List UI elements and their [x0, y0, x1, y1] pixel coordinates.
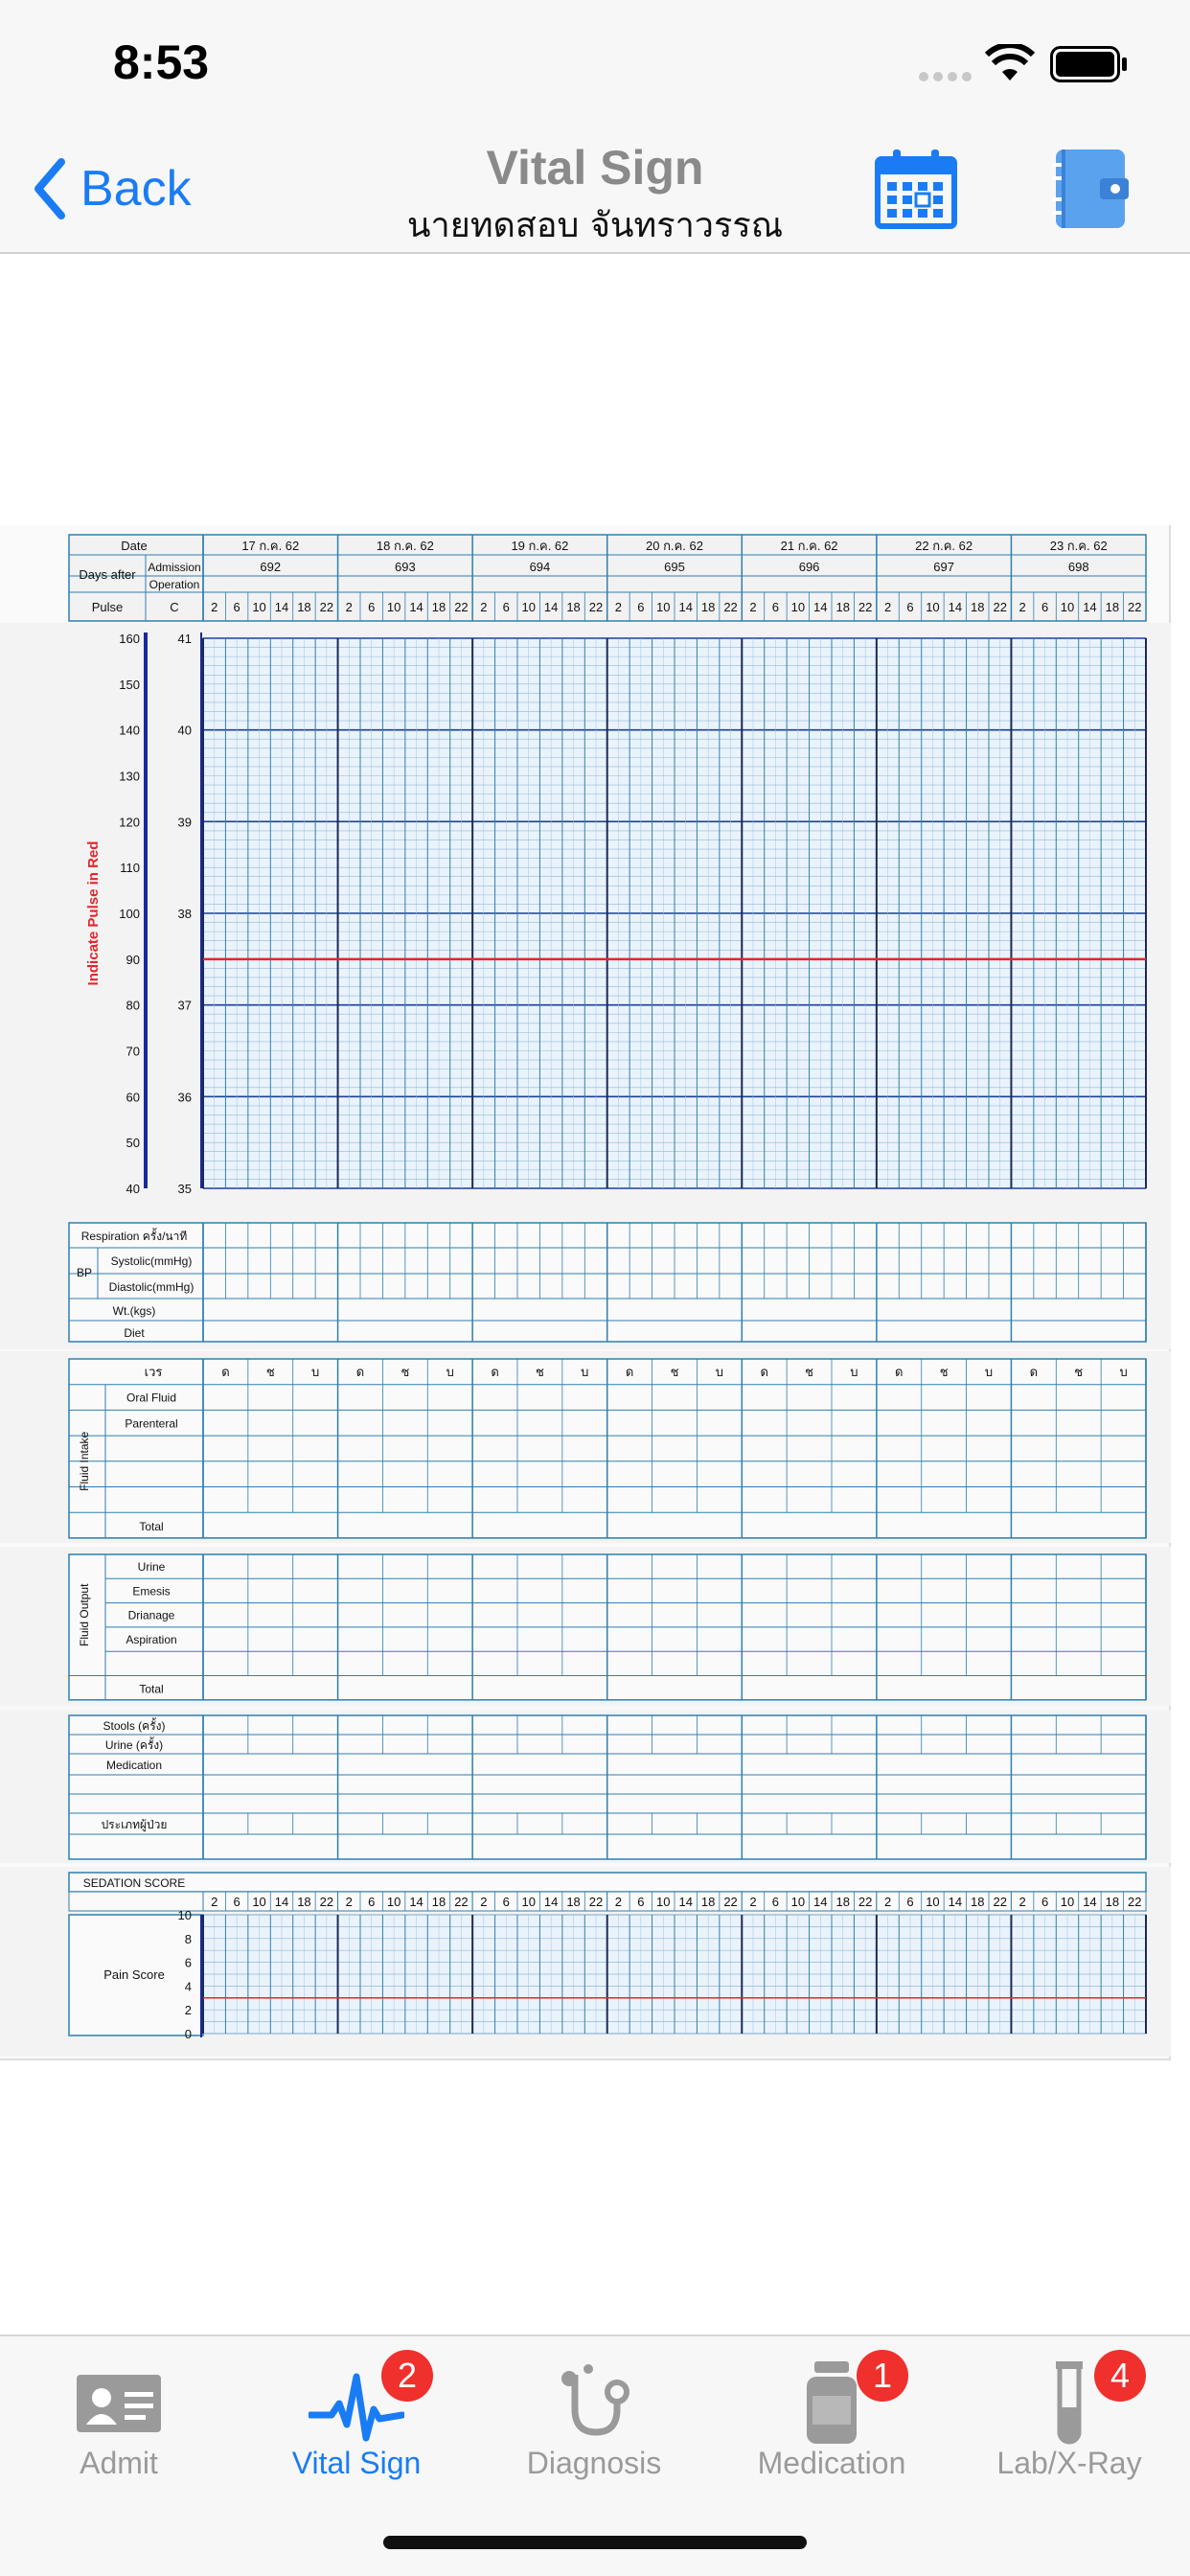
diet-label: Diet [124, 1326, 145, 1340]
bp-label: BP [76, 1266, 93, 1279]
shift-label: ช [939, 1365, 949, 1379]
shift-label: ด [355, 1365, 365, 1379]
tab-label: Lab/X-Ray [996, 2446, 1142, 2480]
admission-day-value: 692 [260, 560, 282, 574]
pulse-tick-label: 160 [119, 632, 140, 646]
pain-tick-label: 4 [184, 1979, 192, 1994]
hour-label: 2 [1018, 600, 1026, 614]
chevron-left-icon [33, 158, 67, 219]
id-card-icon [71, 2356, 167, 2451]
tab-label: Admit [80, 2446, 158, 2480]
hour-label: 18 [700, 1895, 716, 1909]
shift-label: ด [895, 1365, 904, 1379]
navigation-bar [0, 126, 1190, 254]
shift-label: ช [805, 1365, 813, 1379]
shift-label: ช [1074, 1365, 1084, 1379]
hour-label: 10 [926, 1895, 940, 1909]
hour-label: 18 [1105, 600, 1120, 614]
hour-label: 2 [883, 600, 892, 614]
hour-label: 10 [1060, 600, 1075, 614]
home-indicator [383, 2536, 807, 2549]
status-time: 8:53 [113, 35, 210, 89]
tab-label: Medication [757, 2446, 906, 2480]
hour-label: 22 [319, 600, 334, 614]
respiration-label: Respiration ครั้ง/นาที [80, 1230, 188, 1243]
tab-admit[interactable] [0, 2336, 238, 2528]
fluid-output-row-label: Aspiration [126, 1632, 177, 1646]
hour-label: 14 [274, 600, 289, 614]
hour-label: 22 [993, 600, 1007, 614]
back-label: Back [80, 161, 192, 217]
hour-label: 6 [502, 600, 510, 614]
tab-vital-sign[interactable] [238, 2336, 475, 2528]
admission-day-value: 694 [529, 560, 551, 574]
fluid-output-row-label: Emesis [132, 1584, 171, 1598]
hour-label: 10 [790, 1895, 806, 1909]
hour-label: 22 [454, 600, 469, 614]
admission-day-value: 697 [933, 560, 954, 574]
wifi-icon [985, 44, 1035, 82]
pulse-tick-label: 90 [126, 952, 140, 967]
hour-label: 2 [1018, 1895, 1026, 1909]
shift-label: บ [311, 1365, 320, 1379]
hour-label: 6 [906, 600, 914, 614]
hour-label: 18 [297, 600, 311, 614]
hour-label: 18 [835, 600, 850, 614]
vital-sign-grid [0, 525, 1171, 2060]
pain-tick-label: 0 [184, 2027, 192, 2041]
date-value: 20 ก.ค. 62 [646, 539, 703, 553]
hour-label: 6 [368, 1895, 376, 1909]
fluid-output-total-label: Total [139, 1682, 164, 1696]
hour-label: 6 [233, 1895, 240, 1909]
hour-label: 2 [749, 1895, 757, 1909]
temperature-tick-label: 41 [177, 632, 192, 646]
medication-badge: 1 [857, 2350, 908, 2402]
hour-label: 22 [319, 1895, 334, 1909]
date-value: 17 ก.ค. 62 [241, 539, 300, 553]
hour-label: 22 [993, 1895, 1007, 1909]
hour-label: 14 [1083, 1895, 1097, 1909]
date-value: 19 ก.ค. 62 [511, 539, 569, 553]
hour-label: 2 [749, 600, 757, 614]
hour-label: 22 [858, 1895, 873, 1909]
tab-diagnosis[interactable] [475, 2336, 713, 2528]
hour-label: 2 [345, 1895, 353, 1909]
shift-label: ด [760, 1365, 768, 1379]
fluid-intake-row-label: Parenteral [125, 1416, 178, 1431]
shift-label: ด [1029, 1365, 1039, 1379]
diastolic-label: Diastolic(mmHg) [108, 1280, 195, 1294]
temperature-tick-label: 35 [177, 1182, 192, 1196]
battery-icon [1050, 46, 1129, 82]
hour-label: 14 [1083, 600, 1097, 614]
hour-label: 22 [858, 600, 873, 614]
hour-label: 22 [1128, 600, 1142, 614]
hour-label: 22 [588, 1895, 604, 1909]
date-value: 21 ก.ค. 62 [780, 539, 838, 553]
hour-label: 10 [521, 1895, 536, 1909]
patient-type-label: ประเภทผู้ป่วย [101, 1818, 168, 1831]
hour-label: 6 [502, 1895, 510, 1909]
weight-label: Wt.(kgs) [112, 1304, 156, 1318]
hour-label: 6 [771, 1895, 780, 1909]
hour-label: 22 [588, 600, 604, 614]
notebook-icon[interactable] [1050, 148, 1131, 230]
tab-lab-xray[interactable] [950, 2336, 1188, 2528]
hour-label: 10 [790, 600, 806, 614]
pulse-tick-label: 120 [119, 815, 140, 830]
hour-label: 10 [656, 600, 671, 614]
operation-label: Operation [149, 578, 200, 591]
pulse-tick-label: 60 [126, 1090, 140, 1105]
hour-label: 10 [656, 1895, 671, 1909]
hour-label: 2 [480, 1895, 488, 1909]
admission-day-value: 695 [664, 560, 685, 574]
hour-label: 18 [1105, 1895, 1120, 1909]
date-value: 23 ก.ค. 62 [1049, 539, 1108, 553]
hour-label: 14 [409, 600, 423, 614]
temperature-unit-label: C [170, 600, 179, 614]
shift-label: บ [1119, 1365, 1128, 1379]
pain-tick-label: 8 [184, 1931, 192, 1946]
pulse-tick-label: 100 [119, 907, 140, 921]
hour-label: 10 [386, 1895, 401, 1909]
hour-label: 18 [971, 1895, 985, 1909]
temperature-tick-label: 37 [177, 998, 192, 1013]
admission-label: Admission [148, 561, 201, 574]
shift-label: บ [984, 1365, 994, 1379]
hour-label: 6 [233, 600, 240, 614]
pulse-tick-label: 140 [119, 723, 140, 738]
hour-label: 18 [971, 600, 985, 614]
hour-label: 14 [543, 600, 559, 614]
hour-label: 22 [454, 1895, 469, 1909]
fluid-intake-row-label: Oral Fluid [126, 1391, 177, 1405]
shift-label: ช [536, 1365, 544, 1379]
pulse-tick-label: 80 [126, 998, 140, 1013]
signal-icon [918, 69, 973, 84]
temperature-tick-label: 36 [177, 1090, 192, 1105]
shift-label: ช [265, 1365, 275, 1379]
shift-label: บ [446, 1365, 454, 1379]
hour-label: 18 [566, 1895, 581, 1909]
hour-label: 14 [543, 1895, 559, 1909]
hour-label: 6 [368, 600, 376, 614]
hour-label: 6 [637, 1895, 645, 1909]
fluid-intake-total-label: Total [139, 1520, 164, 1534]
temperature-tick-label: 40 [177, 723, 192, 738]
hour-label: 2 [211, 600, 218, 614]
shift-label: บ [715, 1365, 723, 1379]
hour-label: 22 [1128, 1895, 1142, 1909]
hour-label: 18 [566, 600, 581, 614]
hour-label: 14 [813, 1895, 828, 1909]
hour-label: 2 [480, 600, 488, 614]
temperature-tick-label: 39 [177, 815, 192, 830]
hour-label: 14 [274, 1895, 289, 1909]
shift-label: ด [491, 1365, 499, 1379]
hour-label: 2 [614, 600, 623, 614]
hour-label: 10 [1060, 1895, 1075, 1909]
tab-medication[interactable] [713, 2336, 950, 2528]
shift-label: ช [400, 1365, 410, 1379]
pain-tick-label: 6 [184, 1955, 192, 1970]
page-title: Vital Sign [486, 141, 704, 195]
hour-label: 14 [813, 600, 828, 614]
date-value: 18 ก.ค. 62 [376, 539, 434, 553]
hour-label: 6 [906, 1895, 914, 1909]
hour-label: 2 [211, 1895, 218, 1909]
admission-day-value: 696 [798, 560, 820, 574]
patient-name: นายทดสอบ จันทราวรรณ [406, 206, 784, 245]
pulse-label: Pulse [91, 600, 124, 614]
pulse-tick-label: 40 [126, 1182, 140, 1196]
hour-label: 14 [409, 1895, 423, 1909]
medication-label: Medication [105, 1759, 163, 1772]
fluid-output-side-label: Fluid Output [78, 1583, 91, 1646]
hour-label: 10 [926, 600, 940, 614]
hour-label: 18 [700, 600, 716, 614]
hour-label: 10 [386, 600, 401, 614]
pulse-tick-label: 110 [120, 861, 140, 876]
back-button[interactable] [33, 155, 192, 222]
hour-label: 14 [948, 1895, 963, 1909]
pulse-tick-label: 150 [119, 677, 140, 692]
hour-label: 18 [297, 1895, 311, 1909]
urine-count-label: Urine (ครั้ง) [104, 1738, 164, 1752]
pain-score-label: Pain Score [103, 1967, 165, 1982]
sedation-score-label: SEDATION SCORE [82, 1876, 186, 1890]
pain-tick-label: 10 [177, 1908, 192, 1922]
fluid-intake-side-label: Fluid Intake [78, 1431, 91, 1491]
shift-label: ด [625, 1365, 634, 1379]
hour-label: 14 [678, 1895, 693, 1909]
shift-label: บ [581, 1365, 589, 1379]
pulse-tick-label: 130 [119, 769, 140, 784]
days-after-label: Days after [79, 567, 136, 582]
admission-day-value: 693 [395, 560, 416, 574]
vital-sign-chart [0, 525, 1171, 2060]
tab-label: Vital Sign [291, 2446, 422, 2480]
lab-badge: 4 [1094, 2350, 1146, 2402]
hour-label: 10 [252, 600, 266, 614]
hour-label: 6 [1041, 600, 1049, 614]
hour-label: 2 [614, 1895, 623, 1909]
shift-label: ช [670, 1365, 679, 1379]
fluid-output-row-label: Urine [137, 1560, 166, 1574]
date-value: 22 ก.ค. 62 [915, 539, 973, 553]
hour-label: 22 [723, 1895, 738, 1909]
hour-label: 14 [948, 600, 963, 614]
tab-label: Diagnosis [526, 2446, 662, 2480]
systolic-label: Systolic(mmHg) [110, 1254, 193, 1268]
hour-label: 14 [678, 600, 693, 614]
hour-label: 22 [723, 600, 738, 614]
hour-label: 6 [771, 600, 780, 614]
date-label: Date [121, 539, 148, 553]
hour-label: 18 [431, 600, 446, 614]
sedation-header [69, 1873, 1146, 1892]
pain-tick-label: 2 [184, 2003, 192, 2018]
hour-label: 18 [431, 1895, 446, 1909]
status-bar [0, 0, 1190, 126]
shift-label: บ [850, 1365, 858, 1379]
hour-label: 6 [1041, 1895, 1049, 1909]
vital-sign-badge: 2 [381, 2350, 433, 2402]
hour-label: 2 [883, 1895, 892, 1909]
hour-label: 18 [835, 1895, 850, 1909]
stools-label: Stools (ครั้ง) [103, 1719, 166, 1733]
hour-label: 10 [252, 1895, 266, 1909]
stethoscope-icon [546, 2356, 642, 2451]
shift-label: ด [221, 1365, 230, 1379]
admission-day-value: 698 [1067, 560, 1089, 574]
shift-header-label: เวร [144, 1365, 163, 1379]
pulse-tick-label: 70 [126, 1044, 140, 1059]
calendar-icon[interactable] [874, 148, 958, 230]
temperature-tick-label: 38 [177, 907, 192, 921]
hour-label: 10 [521, 600, 536, 614]
pulse-side-label: Indicate Pulse in Red [85, 840, 102, 986]
hour-label: 2 [345, 600, 353, 614]
fluid-output-row-label: Drianage [127, 1608, 175, 1622]
pulse-tick-label: 50 [126, 1136, 140, 1151]
hour-label: 6 [637, 600, 645, 614]
